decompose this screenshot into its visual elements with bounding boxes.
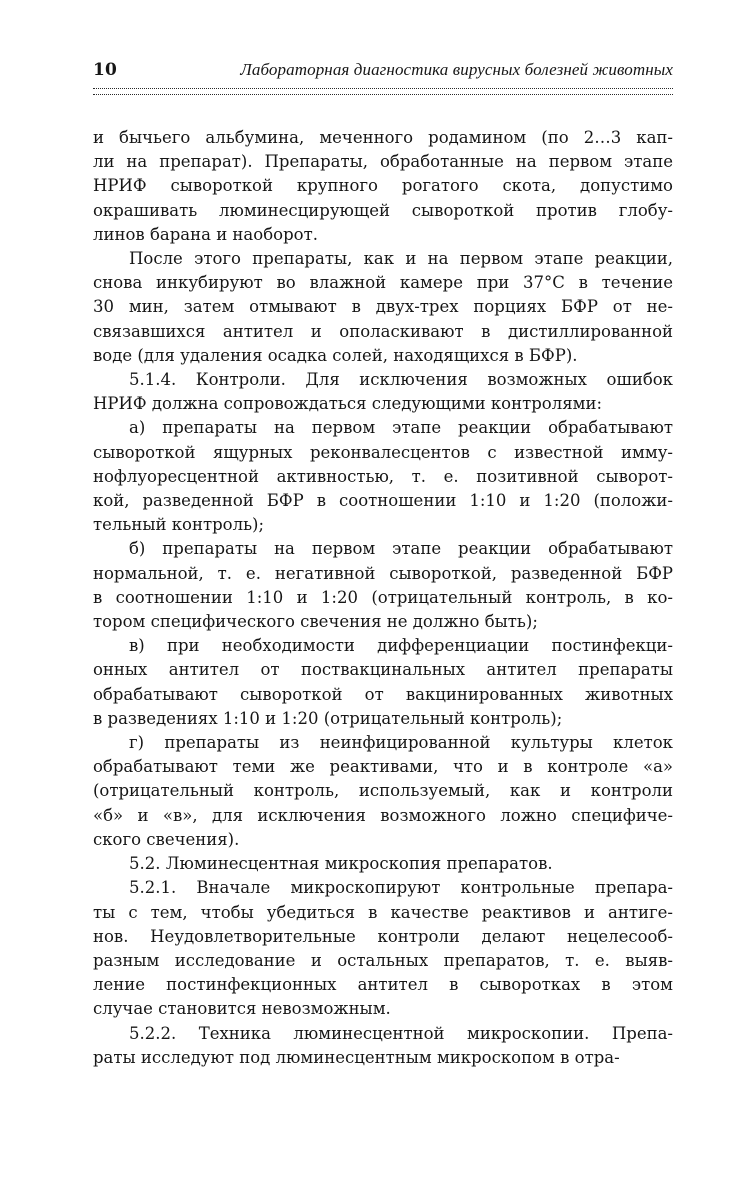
- paragraph: [93, 247, 673, 368]
- paragraph: [93, 537, 673, 634]
- paragraph: [93, 852, 673, 876]
- running-title: Лабораторная диагностика вирусных болезней животных: [240, 60, 673, 79]
- text-line: 5.2.1. Вначале микроскопируют контрольные препара-: [129, 878, 673, 898]
- text-line: «б» и «в», для исключения возможного ложно специфиче-: [93, 805, 673, 825]
- text-line: 5.2.2. Техника люминесцентной микроскопии. Препа-: [129, 1023, 673, 1043]
- text-line: нофлуоресцентной активностью, т. е. позитивной сыворот-: [93, 466, 673, 486]
- text-line: (отрицательный контроль, используемый, как и контроли: [93, 781, 673, 801]
- header-rule: [93, 88, 673, 95]
- text-line: ли на препарат). Препараты, обработанные на первом этапе: [93, 152, 673, 172]
- text-line: НРИФ сывороткой крупного рогатого скота, допустимо: [93, 176, 673, 196]
- paragraph: [93, 368, 673, 416]
- text-line: снова инкубируют во влажной камере при 37°С в течение: [93, 273, 673, 293]
- text-line: в соотношении 1:10 и 1:20 (отрицательный контроль, в ко-: [93, 587, 673, 607]
- paragraph: [93, 1022, 673, 1070]
- paragraph: [93, 126, 673, 247]
- text-line: тельный контроль);: [93, 515, 265, 535]
- text-line: НРИФ должна сопровождаться следующими контролями:: [93, 394, 603, 414]
- paragraph: [93, 416, 673, 537]
- running-head: [93, 60, 673, 86]
- text-line: г) препараты из неинфицированной культуры клеток: [129, 733, 673, 753]
- text-line: разным исследование и остальных препаратов, т. е. выяв-: [93, 950, 673, 970]
- text-line: обрабатывают теми же реактивами, что и в контроле «а»: [93, 757, 673, 777]
- text-line: После этого препараты, как и на первом этапе реакции,: [129, 249, 673, 269]
- text-line: в) при необходимости дифференциации постинфекци-: [129, 636, 673, 656]
- paragraph: [93, 731, 673, 852]
- text-line: нов. Неудовлетворительные контроли делают нецелесооб-: [93, 926, 673, 946]
- text-line: обрабатывают сывороткой от вакцинированных животных: [93, 684, 673, 704]
- page-number: 10: [93, 60, 118, 80]
- text-line: линов барана и наоборот.: [93, 224, 318, 244]
- text-line: сывороткой ящурных реконвалесцентов с известной имму-: [93, 442, 673, 462]
- text-line: 30 мин, затем отмывают в двух-трех порциях БФР от не-: [93, 297, 673, 317]
- paragraph: [93, 876, 673, 1021]
- text-line: ского свечения).: [93, 829, 240, 849]
- text-line: ление постинфекционных антител в сыворотках в этом: [93, 975, 673, 995]
- paragraph: [93, 634, 673, 731]
- body-text: [93, 126, 673, 1070]
- text-line: а) препараты на первом этапе реакции обрабатывают: [129, 418, 673, 438]
- text-line: и бычьего альбумина, меченного родамином (по 2…3 кап-: [93, 128, 673, 147]
- text-line: ты с тем, чтобы убедиться в качестве реактивов и антиге-: [93, 902, 673, 922]
- text-line: воде (для удаления осадка солей, находящихся в БФР).: [93, 345, 578, 365]
- text-line: нормальной, т. е. негативной сывороткой, разведенной БФР: [93, 563, 673, 583]
- text-line: 5.1.4. Контроли. Для исключения возможных ошибок: [129, 370, 673, 390]
- text-line: кой, разведенной БФР в соотношении 1:10 и 1:20 (положи-: [93, 491, 673, 511]
- text-line: случае становится невозможным.: [93, 999, 391, 1019]
- text-line: онных антител от поствакцинальных антител препараты: [93, 660, 673, 680]
- text-line: б) препараты на первом этапе реакции обрабатывают: [129, 539, 673, 559]
- text-line: 5.2. Люминесцентная микроскопия препаратов.: [129, 854, 553, 874]
- text-line: раты исследуют под люминесцентным микроскопом в отра-: [93, 1047, 620, 1067]
- text-line: в разведениях 1:10 и 1:20 (отрицательный контроль);: [93, 708, 563, 728]
- text-line: окрашивать люминесцирующей сывороткой против глобу-: [93, 200, 673, 220]
- book-page: [93, 60, 673, 1070]
- text-line: связавшихся антител и ополаскивают в дистиллированной: [93, 321, 673, 341]
- text-line: тором специфического свечения не должно быть);: [93, 612, 538, 632]
